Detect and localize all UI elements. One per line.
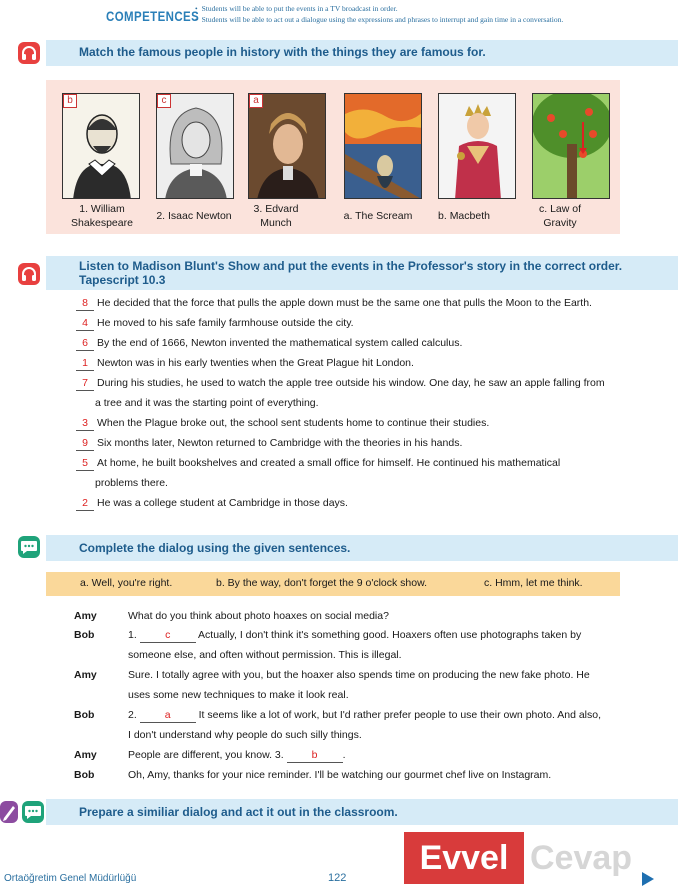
speaker-name: Amy (74, 669, 97, 681)
newton-picture (156, 93, 234, 199)
speaker-name: Amy (74, 749, 97, 761)
competence-item: • Students will be able to put the events in a TV broadcast in order. (195, 3, 563, 14)
answer-blank: 8 (76, 297, 94, 311)
dialog-line (128, 709, 601, 723)
match-letter: c (157, 94, 171, 108)
answer-blank: 9 (76, 437, 94, 451)
dialog-number: 1. (128, 629, 140, 641)
caption (56, 202, 148, 230)
speech-bubble-icon (22, 801, 44, 823)
activity-26-bar (46, 256, 678, 290)
event-line (76, 337, 462, 351)
dialog-line: Sure. I totally agree with you, but the hoaxer also spends time on producing the new fake photo. He (128, 669, 590, 681)
event-line (76, 417, 489, 431)
evvel-cevap-logo (404, 832, 662, 884)
activity-28-bar (46, 799, 678, 825)
caption-line: a. The Scream (343, 210, 413, 222)
caption-line: b. Macbeth (438, 210, 490, 222)
event-text: Six months later, Newton returned to Cambridge with the theories in his hands. (97, 437, 463, 449)
activity-25-bar (46, 40, 678, 66)
caption (148, 209, 240, 223)
event-text: Newton was in his early twenties when the Great Plague hit London. (97, 357, 414, 369)
logo-text: Evvel (404, 832, 524, 884)
dialog-line (128, 629, 581, 643)
event-line (76, 497, 348, 511)
caption-line: c. Law of (538, 203, 582, 215)
answer-blank: 2 (76, 497, 94, 511)
event-line (76, 457, 560, 471)
page-number: 122 (328, 872, 347, 884)
caption (514, 202, 606, 230)
dialog-line (128, 749, 346, 763)
event-text: When the Plague broke out, the school sent students home to continue their studies. (97, 417, 490, 429)
match-letter: a (249, 94, 263, 108)
the-scream-picture (344, 93, 422, 199)
gravity-picture (532, 93, 610, 199)
answer-blank: 7 (76, 377, 94, 391)
activity-26-instruction: Listen to Madison Blunt's Show and put the events in the Professor's story in the correct order. (79, 259, 623, 273)
answer-blank: 4 (76, 317, 94, 331)
speaker-name: Amy (74, 610, 97, 622)
dialog-text: Actually, I don't think it's something good. Hoaxers often use photographs taken by (195, 629, 582, 641)
event-text: He decided that the force that pulls the apple down must be the same one that pulls the Moon to the Earth. (97, 297, 592, 309)
event-line (76, 437, 462, 451)
competences-list (195, 3, 563, 25)
shakespeare-picture (62, 93, 140, 199)
dialog-number: 2. (128, 709, 140, 721)
competences-header (0, 0, 678, 30)
activity-27-instruction: Complete the dialog using the given sentences. (79, 541, 351, 555)
speaker-name: Bob (74, 629, 95, 641)
speaker-name: Bob (74, 709, 95, 721)
dialog-text: People are different, you know. 3. (128, 749, 287, 761)
event-line (76, 317, 354, 331)
answer-blank: 1 (76, 357, 94, 371)
logo-text: Cevap (530, 839, 633, 877)
caption-line: Gravity (543, 217, 577, 229)
answer-blank: c (140, 629, 196, 643)
answer-blank: 5 (76, 457, 94, 471)
dialog-continuation: uses some new techniques to make it look real. (128, 689, 349, 701)
caption-line: Munch (260, 217, 292, 229)
caption (332, 209, 424, 223)
footer-publisher: Ortaöğretim Genel Müdürlüğü (4, 873, 137, 884)
event-text: At home, he built bookshelves and created a small office for himself. He continued his mathematical (97, 457, 561, 469)
activity-27-bar (46, 535, 678, 561)
dialog-continuation: I don't understand why people do such silly things. (128, 729, 362, 741)
caption-line: 3. Edvard (253, 203, 299, 215)
event-line (76, 297, 592, 311)
munch-picture (248, 93, 326, 199)
competences-title: COMPETENCES (106, 8, 200, 24)
headphones-icon (18, 263, 40, 285)
event-text: By the end of 1666, Newton invented the mathematical system called calculus. (97, 337, 463, 349)
event-line (76, 377, 605, 391)
options-box (46, 572, 620, 596)
dialog-line: Oh, Amy, thanks for your nice reminder. I'll be watching our gourmet chef live on Instagram. (128, 769, 552, 781)
event-line (76, 357, 414, 371)
caption (418, 209, 510, 223)
activity-25-instruction: Match the famous people in history with the things they are famous for. (79, 45, 486, 59)
caption-line: 1. William (79, 203, 125, 215)
option-b: b. By the way, don't forget the 9 o'clock show. (216, 577, 428, 589)
answer-blank: 6 (76, 337, 94, 351)
caption-line: Shakespeare (71, 217, 133, 229)
dialog-text: . (342, 749, 346, 761)
activity-28-instruction: Prepare a similiar dialog and act it out in the classroom. (79, 805, 398, 819)
match-letter: b (63, 94, 77, 108)
pencil-icon (0, 801, 18, 823)
competence-item: • Students will be able to act out a dialogue using the expressions and phrases to interrupt and gain time in a conversation. (195, 14, 563, 25)
famous-people-panel (46, 80, 620, 234)
event-text: He moved to his safe family farmhouse outside the city. (97, 317, 354, 329)
headphones-icon (18, 42, 40, 64)
event-continuation: problems there. (95, 477, 168, 489)
speaker-name: Bob (74, 769, 95, 781)
macbeth-picture (438, 93, 516, 199)
answer-blank: b (287, 749, 343, 763)
event-text: During his studies, he used to watch the apple tree outside his window. One day, he saw an apple falling from (97, 377, 605, 389)
option-a: a. Well, you're right. (80, 577, 173, 589)
dialog-continuation: someone else, and often without permission. This is illegal. (128, 649, 402, 661)
event-continuation: a tree and it was the starting point of everything. (95, 397, 319, 409)
dialog-text: It seems like a lot of work, but I'd rather prefer people to use their own photo. And also, (195, 709, 601, 721)
dialog-line: What do you think about photo hoaxes on social media? (128, 610, 389, 622)
caption (230, 202, 322, 230)
next-page-arrow-icon[interactable] (642, 872, 654, 886)
caption-line: 2. Isaac Newton (156, 210, 232, 222)
option-c: c. Hmm, let me think. (484, 577, 583, 589)
speech-bubble-icon (18, 536, 40, 558)
activity-26-tapescript: Tapescript 10.3 (79, 273, 166, 287)
event-text: He was a college student at Cambridge in those days. (97, 497, 348, 509)
answer-blank: a (140, 709, 196, 723)
answer-blank: 3 (76, 417, 94, 431)
